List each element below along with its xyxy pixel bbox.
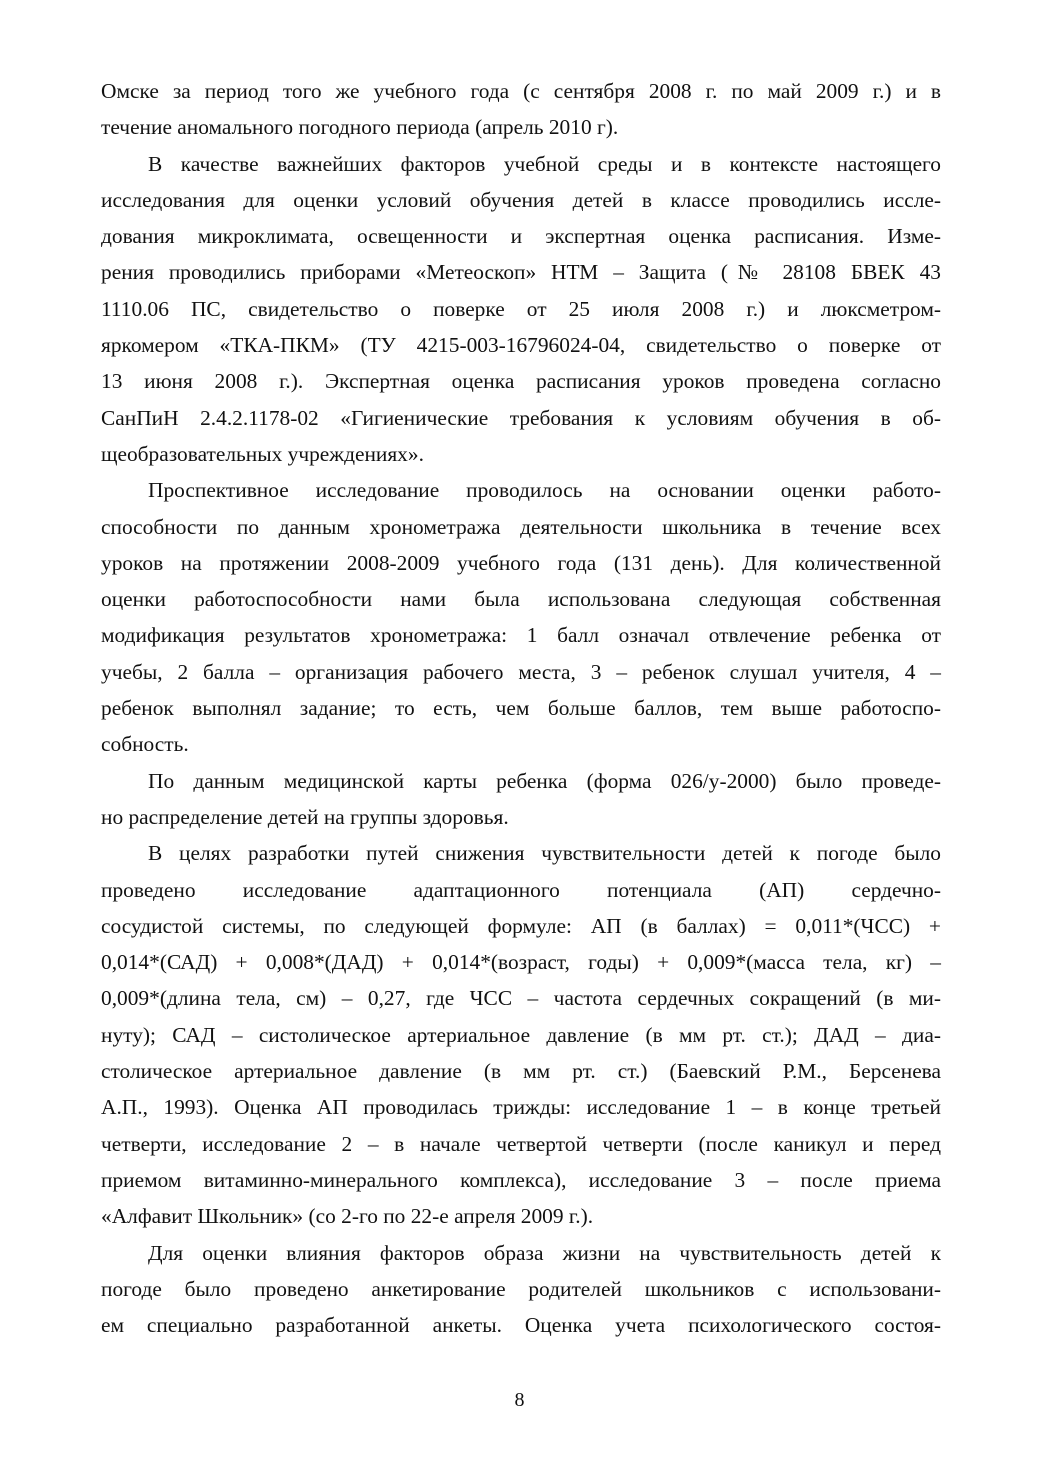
text-line: нуту); САД – систолическое артериальное давление (в мм рт. ст.); ДАД – диа- [101,1022,941,1047]
text-line: модификация результатов хронометража: 1 балл означал отвлечение ребенка от [101,623,941,648]
text-line: рения проводились приборами «Метеоскоп» НТМ – Защита (№ 28108 БВЕК 43 [101,260,941,285]
text-line: 0,009*(длина тела, см) – 0,27, где ЧСС – частота сердечных сокращений (в ми- [101,986,941,1011]
text-line: но распределение детей на группы здоровья. [101,804,509,829]
text-line: яркомером «ТКА-ПКМ» (ТУ 4215-003-16796024-04, свидетельство о поверке от [101,333,941,358]
paragraph-6 [101,1235,941,1344]
text-line: сосудистой системы, по следующей формуле: АП (в баллах) = 0,011*(ЧСС) + [101,913,941,938]
text-line: способности по данным хронометража деятельности школьника в течение всех [101,514,941,539]
text-line: течение аномального погодного периода (апрель 2010 г). [101,115,619,140]
text-line: дования микроклимата, освещенности и экспертная оценка расписания. Изме- [101,224,941,249]
text-line: ем специально разработанной анкеты. Оценка учета психологического состоя- [101,1313,941,1338]
text-line: столическое артериальное давление (в мм рт. ст.) (Баевский Р.М., Берсенева [101,1059,941,1084]
text-line: исследования для оценки условий обучения детей в классе проводились иссле- [101,187,941,212]
paragraph-3 [101,472,941,762]
text-line: «Алфавит Школьник» (со 2-го по 22-е апреля 2009 г.). [101,1204,594,1229]
text-line: учебы, 2 балла – организация рабочего места, 3 – ребенок слушал учителя, 4 – [101,659,941,684]
paragraph-4 [101,763,941,836]
text-line: В качестве важнейших факторов учебной среды и в контексте настоящего [148,151,941,176]
text-line: 1110.06 ПС, свидетельство о поверке от 25 июля 2008 г.) и люксметром- [101,296,941,321]
text-line: собность. [101,732,189,757]
text-line: СанПиН 2.4.2.1178-02 «Гигиенические требования к условиям обучения в об- [101,405,941,430]
text-line: уроков на протяжении 2008-2009 учебного года (131 день). Для количественной [101,550,941,575]
text-line: оценки работоспособности нами была использована следующая собственная [101,587,941,612]
text-line: Омске за период того же учебного года (с сентября 2008 г. по май 2009 г.) и в [101,79,941,103]
text-line: 13 июня 2008 г.). Экспертная оценка расписания уроков проведена согласно [101,369,941,394]
text-line: погоде было проведено анкетирование родителей школьников с использовани- [101,1276,941,1301]
text-line: По данным медицинской карты ребенка (форма 026/у-2000) было проведе- [148,768,941,793]
paragraph-5 [101,835,941,1234]
document-body [101,73,941,1343]
text-line: 0,014*(САД) + 0,008*(ДАД) + 0,014*(возраст, годы) + 0,009*(масса тела, кг) – [101,950,941,975]
paragraph-2 [101,146,941,473]
text-line: Проспективное исследование проводилось на основании оценки работо- [148,478,941,503]
text-line: В целях разработки путей снижения чувствительности детей к погоде было [148,841,941,866]
text-line: А.П., 1993). Оценка АП проводилась трижды: исследование 1 – в конце третьей [101,1095,941,1120]
text-line: Для оценки влияния факторов образа жизни на чувствительность детей к [148,1240,941,1265]
text-line: приемом витаминно-минерального комплекса), исследование 3 – после приема [101,1167,941,1192]
text-line: щеобразовательных учреждениях». [101,441,424,466]
text-line: четверти, исследование 2 – в начале четвертой четверти (после каникул и перед [101,1131,941,1156]
paragraph-1 [101,73,941,146]
page-number: 8 [514,1389,525,1411]
text-line: ребенок выполнял задание; то есть, чем больше баллов, тем выше работоспо- [101,696,941,721]
text-line: проведено исследование адаптационного потенциала (АП) сердечно- [101,877,941,902]
